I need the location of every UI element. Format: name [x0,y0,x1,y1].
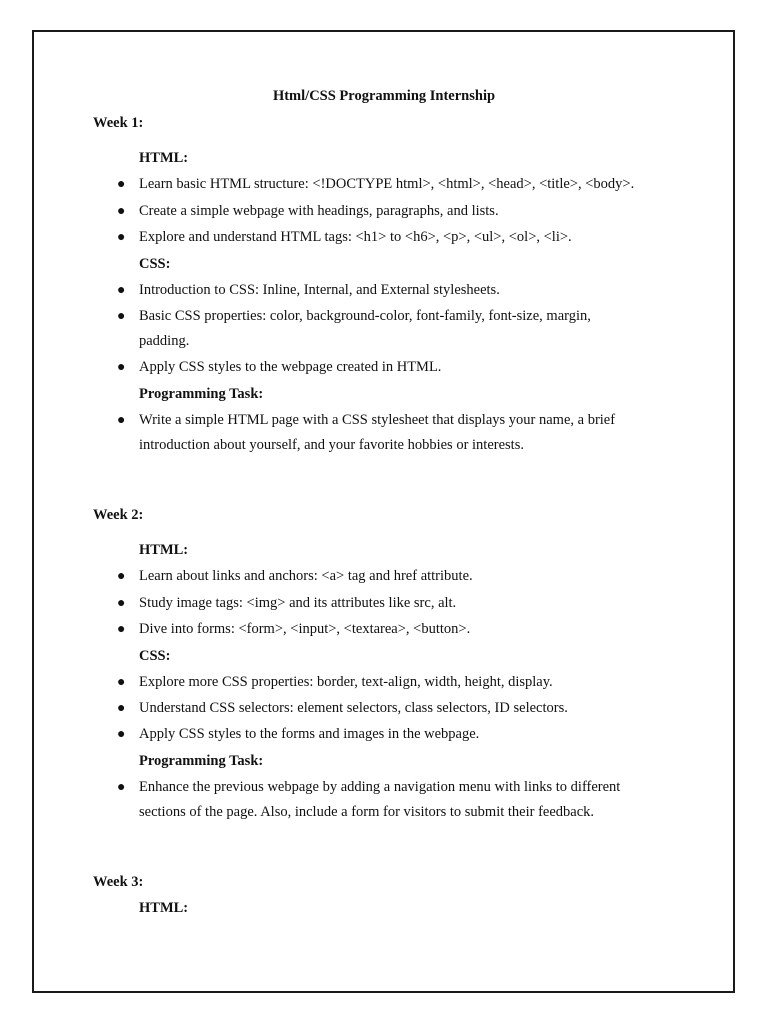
bullet-icon: ● [117,204,126,219]
week-3-html-heading: HTML: [139,900,189,916]
bullet-icon: ● [117,230,126,245]
list-item: Understand CSS selectors: element selectors, class selectors, ID selectors. [139,700,568,716]
list-item: Apply CSS styles to the webpage created in HTML. [139,359,442,375]
list-item: Write a simple HTML page with a CSS stylesheet that displays your name, a brief introduction about yourself, and your favorite hobbies or interests. [139,412,616,453]
week-1-css-heading: CSS: [139,256,171,272]
week-2-css-heading: CSS: [139,648,171,664]
week-1-html-heading: HTML: [139,150,189,166]
bullet-icon: ● [117,413,126,428]
bullet-icon: ● [117,727,126,742]
week-1-label: Week 1: [93,115,144,131]
list-item: Introduction to CSS: Inline, Internal, and External stylesheets. [139,282,500,298]
week-1-task-heading: Programming Task: [139,386,264,402]
list-item: Learn about links and anchors: <a> tag and href attribute. [139,568,473,584]
list-item: Basic CSS properties: color, background-color, font-family, font-size, margin, padding. [139,308,591,349]
bullet-icon: ● [117,780,126,795]
list-item: Learn basic HTML structure: <!DOCTYPE html>, <html>, <head>, <title>, <body>. [139,176,635,192]
bullet-icon: ● [117,360,126,375]
bullet-icon: ● [117,569,126,584]
document-title: Html/CSS Programming Internship [272,88,496,104]
week-2-task-heading: Programming Task: [139,753,264,769]
list-item: Create a simple webpage with headings, paragraphs, and lists. [139,203,499,219]
list-item: Explore and understand HTML tags: <h1> to <h6>, <p>, <ul>, <ol>, <li>. [139,229,572,245]
bullet-icon: ● [117,283,126,298]
bullet-icon: ● [117,596,126,611]
list-item: Dive into forms: <form>, <input>, <textarea>, <button>. [139,621,471,637]
bullet-icon: ● [117,309,126,324]
list-item: Apply CSS styles to the forms and images in the webpage. [139,726,480,742]
bullet-icon: ● [117,622,126,637]
bullet-icon: ● [117,701,126,716]
bullet-icon: ● [117,177,126,192]
week-2-label: Week 2: [93,507,144,523]
list-item: Explore more CSS properties: border, text-align, width, height, display. [139,674,553,690]
week-3-label: Week 3: [93,874,144,890]
bullet-icon: ● [117,675,126,690]
list-item: Enhance the previous webpage by adding a navigation menu with links to different sections of the page. Also, include a form for visitors to submit their feedback. [139,779,621,820]
week-2-html-heading: HTML: [139,542,189,558]
list-item: Study image tags: <img> and its attributes like src, alt. [139,595,457,611]
